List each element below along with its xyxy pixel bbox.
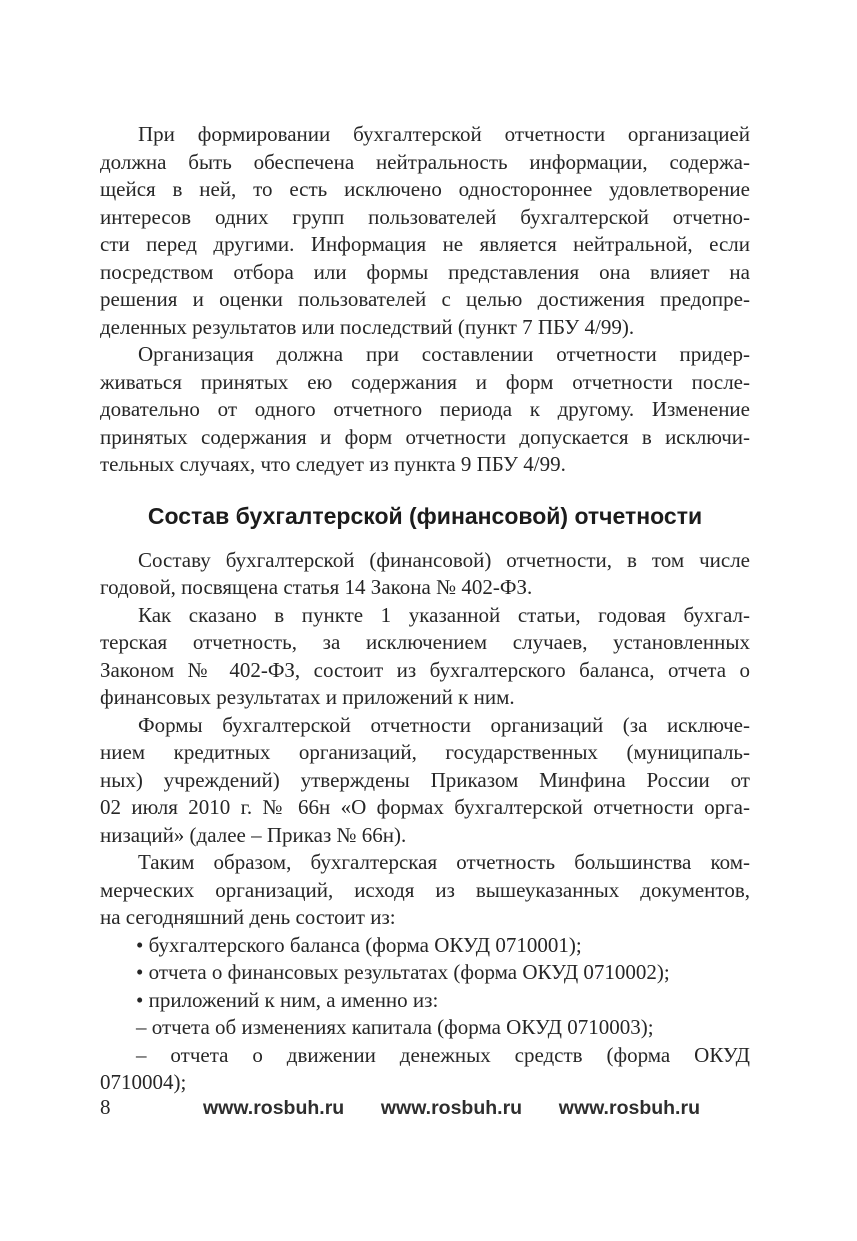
text-line: на сегодняшний день состоит из: [100, 905, 396, 929]
text-line: щейся в ней, то есть исключено одностороннее удовлетворение [100, 177, 750, 201]
paragraph [100, 547, 750, 602]
dash-list-item: – отчета об изменениях капитала (форма ОКУД 0710003); [136, 1015, 654, 1039]
dash-list-item: – отчета о движении денежных средств (форма ОКУД [136, 1042, 750, 1067]
text-line: нием кредитных организаций, государственных (муниципаль- [100, 740, 750, 764]
text-line: Как сказано в пункте 1 указанной статьи, годовая бухгал- [138, 602, 750, 627]
text-line: живаться принятых ею содержания и форм отчетности после- [100, 369, 750, 394]
page-number: 8 [100, 1095, 111, 1119]
text-line: должна быть обеспечена нейтральность информации, содержа- [100, 149, 750, 174]
text-line: финансовых результатах и приложений к ним. [100, 685, 515, 709]
text-line: посредством отбора или формы представления она влияет на [100, 259, 750, 284]
text-line: мерческих организаций, исходя из вышеуказанных документов, [100, 877, 750, 902]
text-line: Составу бухгалтерской (финансовой) отчетности, в том числе [138, 547, 750, 572]
bullet-list [100, 932, 750, 1097]
footer-url: www.rosbuh.ru [558, 1097, 700, 1119]
text-line: деленных результатов или последствий (пункт 7 ПБУ 4/99). [100, 314, 635, 339]
paragraph [100, 849, 750, 932]
text-line: терская отчетность, за исключением случаев, установленных [100, 630, 750, 654]
text-line: Организация должна при составлении отчетности придер- [138, 342, 750, 366]
text-line: решения и оценки пользователей с целью достижения предопре- [100, 287, 750, 311]
bullet-list-item: • приложений к ним, а именно из: [136, 987, 439, 1012]
dash-list-item-continuation: 0710004); [100, 1070, 187, 1094]
text-line: тельных случаях, что следует из пункта 9 ПБУ 4/99. [100, 452, 566, 476]
paragraph [100, 602, 750, 712]
text-line: Законом № 402-ФЗ, состоит из бухгалтерского баланса, отчета о [100, 657, 750, 682]
paragraph [100, 341, 750, 479]
text-line: При формировании бухгалтерской отчетности организацией [138, 122, 750, 146]
text-line: годовой, посвящена статья 14 Закона № 402-ФЗ. [100, 575, 533, 599]
footer-url: www.rosbuh.ru [203, 1097, 345, 1119]
text-line: 02 июля 2010 г. № 66н «О формах бухгалтерской отчетности орга- [100, 795, 750, 819]
text-line: низаций» (далее – Приказ № 66н). [100, 822, 407, 847]
footer [203, 1096, 700, 1120]
text-line: довательно от одного отчетного периода к другому. Изменение [100, 397, 750, 421]
paragraph [100, 712, 750, 850]
text-line: Формы бухгалтерской отчетности организаций (за исключе- [138, 712, 750, 737]
section-heading: Состав бухгалтерской (финансовой) отчетности [147, 502, 703, 529]
bullet-list-item: • бухгалтерского баланса (форма ОКУД 0710001); [136, 932, 582, 957]
text-line: сти перед другими. Информация не является нейтральной, если [100, 232, 750, 256]
bullet-list-item: • отчета о финансовых результатах (форма ОКУД 0710002); [136, 960, 670, 984]
text-line: интересов одних групп пользователей бухгалтерской отчетно- [100, 204, 750, 229]
text-line: ных) учреждений) утверждены Приказом Минфина России от [100, 767, 750, 792]
text-line: Таким образом, бухгалтерская отчетность большинства ком- [138, 850, 750, 874]
text-line: принятых содержания и форм отчетности допускается в исключи- [100, 424, 750, 449]
body-text [100, 121, 750, 1097]
paragraph [100, 121, 750, 341]
footer-url: www.rosbuh.ru [380, 1097, 523, 1119]
